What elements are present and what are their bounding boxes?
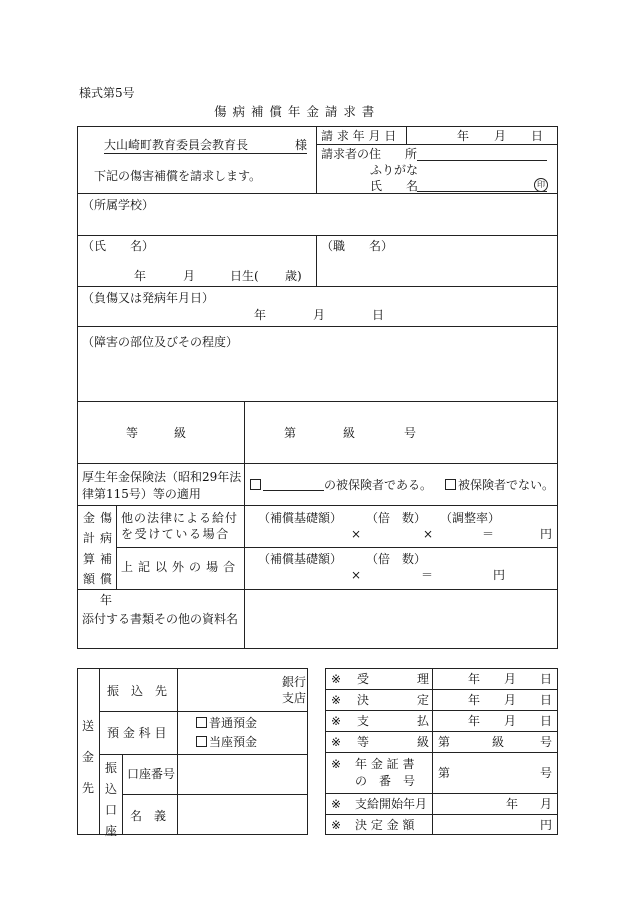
request-text: 下記の傷害補償を請求します。 [94,169,262,183]
date-col-divider [406,126,407,144]
office-row-v3: 日 [540,693,553,707]
calc-multiplier-1: （倍 数） [366,511,427,525]
address-label: 請求者の住 所 [321,147,418,161]
office-mark: ※ [331,797,342,811]
row-divider [77,401,558,402]
cert-label-1: 年 金 証 書 [355,757,415,771]
office-row-v2: 月 [504,672,517,686]
row-divider [116,547,558,548]
furigana-label: ふりがな [370,163,419,177]
calc-side-divider [116,505,117,589]
remit-row-divider [99,711,308,712]
insured-text: の被保険者である。 [324,478,433,492]
name-label: 氏 名 [370,179,419,193]
calc-adjust-1: （調整率） [440,511,501,525]
cert-v1: 第 [438,766,451,780]
injury-month: 月 [313,308,326,322]
pension-insured[interactable] [250,479,432,491]
deposit-label: 預 金 科 目 [107,726,167,740]
office-row-v1: 年 [468,672,481,686]
branch-label: 支店 [282,691,307,705]
office-mark: ※ [331,757,342,771]
office-row-label: 受 理 [357,672,430,686]
injury-year: 年 [254,308,267,322]
pension-label-1: 厚生年金保険法（昭和29年法 [82,470,242,484]
amount-yen: 円 [540,818,553,832]
calc-yen-2: 円 [493,568,506,582]
calc-base-2: （補償基礎額） [258,552,343,566]
row-divider [77,463,558,464]
form-title: 傷 病 補 償 年 金 請 求 書 [214,104,376,119]
insured-checkbox[interactable] [250,479,261,490]
office-mark: ※ [331,735,342,749]
seal-mark: 印 [534,178,548,192]
office-row-label: 決 定 [357,693,430,707]
calc-multiplier-2: （倍 数） [366,552,427,566]
dob-day: 日生( [230,269,259,283]
row-divider [77,589,558,590]
pension-not-insured[interactable] [445,479,554,491]
grade-col-divider [244,401,245,505]
office-row-divider [325,710,558,711]
job-label: （職 名） [321,239,394,253]
cert-v2: 号 [540,766,553,780]
office-row-v1: 年 [468,714,481,728]
name-col-divider [316,235,317,286]
date-row-divider [317,144,558,145]
row-divider [77,326,558,327]
office-row-label: 支 払 [357,714,430,728]
start-label: 支給開始年月 [355,797,428,811]
name-field[interactable] [417,191,547,192]
calc-yen-1: 円 [540,527,553,541]
dob-month: 月 [183,269,196,283]
addressee: 大山崎町教育委員会教育長 [104,138,249,152]
office-row-v2: 月 [504,693,517,707]
injury-day: 日 [372,308,385,322]
current-checkbox[interactable] [196,736,207,747]
remit-row-divider [99,754,308,755]
amount-label: 決 定 金 額 [355,818,415,832]
calc-col-divider [244,505,245,649]
not-insured-checkbox[interactable] [445,479,456,490]
calc-times-2: × [351,568,362,582]
age-label: 歳) [285,269,302,283]
date-day: 日 [531,129,544,143]
current-text: 当座預金 [209,735,258,749]
person-name-label: （氏 名） [82,239,155,253]
calc-side-col1: 金計算額 [82,511,95,587]
office-row-divider [325,793,558,794]
office-row-v3: 日 [540,672,553,686]
form-number: 様式第5号 [79,86,135,100]
attachments-label: 添付する書類その他の資料名 [82,612,239,626]
office-row-v1: 第 [438,735,451,749]
calc-times-1b: × [423,527,434,541]
row-divider [77,193,558,194]
office-row-divider [325,689,558,690]
account-number-label: 口座番号 [127,767,176,781]
office-row-divider [325,814,558,815]
injury-date-label: （負傷又は発病年月日） [82,291,215,305]
not-insured-text: 被保険者でない。 [458,478,555,492]
account-side-label: 振込口座 [104,761,117,838]
dob-year: 年 [134,269,147,283]
start-v1: 年 [506,797,519,811]
calc-row2-label: 上 記 以 外 の 場 合 [121,560,236,574]
request-date-label: 請 求 年 月 日 [321,129,397,143]
addressee-underline [104,153,307,154]
row-divider [77,505,558,506]
honorific: 様 [295,138,308,152]
office-row-divider [325,731,558,732]
ordinary-checkbox[interactable] [196,717,207,728]
grade-go: 号 [404,426,417,440]
office-row-v1: 年 [468,693,481,707]
date-year: 年 [457,129,470,143]
school-label: （所属学校） [82,198,155,212]
office-row-v3: 日 [540,714,553,728]
injury-detail-label: （障害の部位及びその程度） [82,335,239,349]
dest-label: 振 込 先 [107,684,168,698]
remit-side-label: 送金先 [81,719,94,796]
office-mark: ※ [331,693,342,707]
bank-label: 銀行 [282,675,307,689]
pension-label-2: 律第115号）等の適用 [82,487,201,501]
calc-base-1: （補償基礎額） [258,511,343,525]
deposit-option-ordinary[interactable] [196,717,257,729]
grade-label: 等 級 [126,426,187,440]
grade-kyu: 級 [343,426,356,440]
date-month: 月 [494,129,507,143]
row-divider [77,235,558,236]
remit-row-divider [122,794,308,795]
header-col-divider [316,126,317,193]
account-holder-label: 名 義 [130,809,167,823]
insurance-name-field[interactable] [263,480,324,491]
calc-row1-label-1: 他の法律による給付 [121,511,239,525]
cert-label-2: の 番 号 [355,774,416,788]
office-row-v3: 号 [540,735,553,749]
deposit-option-current[interactable] [196,736,257,748]
office-row-v2: 級 [492,735,505,749]
office-row-divider [325,752,558,753]
grade-dai: 第 [284,426,297,440]
row-divider [77,286,558,287]
ordinary-text: 普通預金 [209,716,258,730]
start-v2: 月 [540,797,553,811]
office-row-label: 等 級 [357,735,430,749]
remit-side-divider [99,668,100,835]
office-row-v2: 月 [504,714,517,728]
calc-times-1a: × [351,527,362,541]
address-field[interactable] [417,160,547,161]
office-mark: ※ [331,714,342,728]
calc-equals-1: ＝ [482,527,495,541]
office-mark: ※ [331,818,342,832]
calc-side-col2: 傷病補償年 [99,511,112,607]
calc-row1-label-2: を受けている場合 [121,527,230,541]
office-mark: ※ [331,672,342,686]
calc-equals-2: ＝ [421,568,434,582]
